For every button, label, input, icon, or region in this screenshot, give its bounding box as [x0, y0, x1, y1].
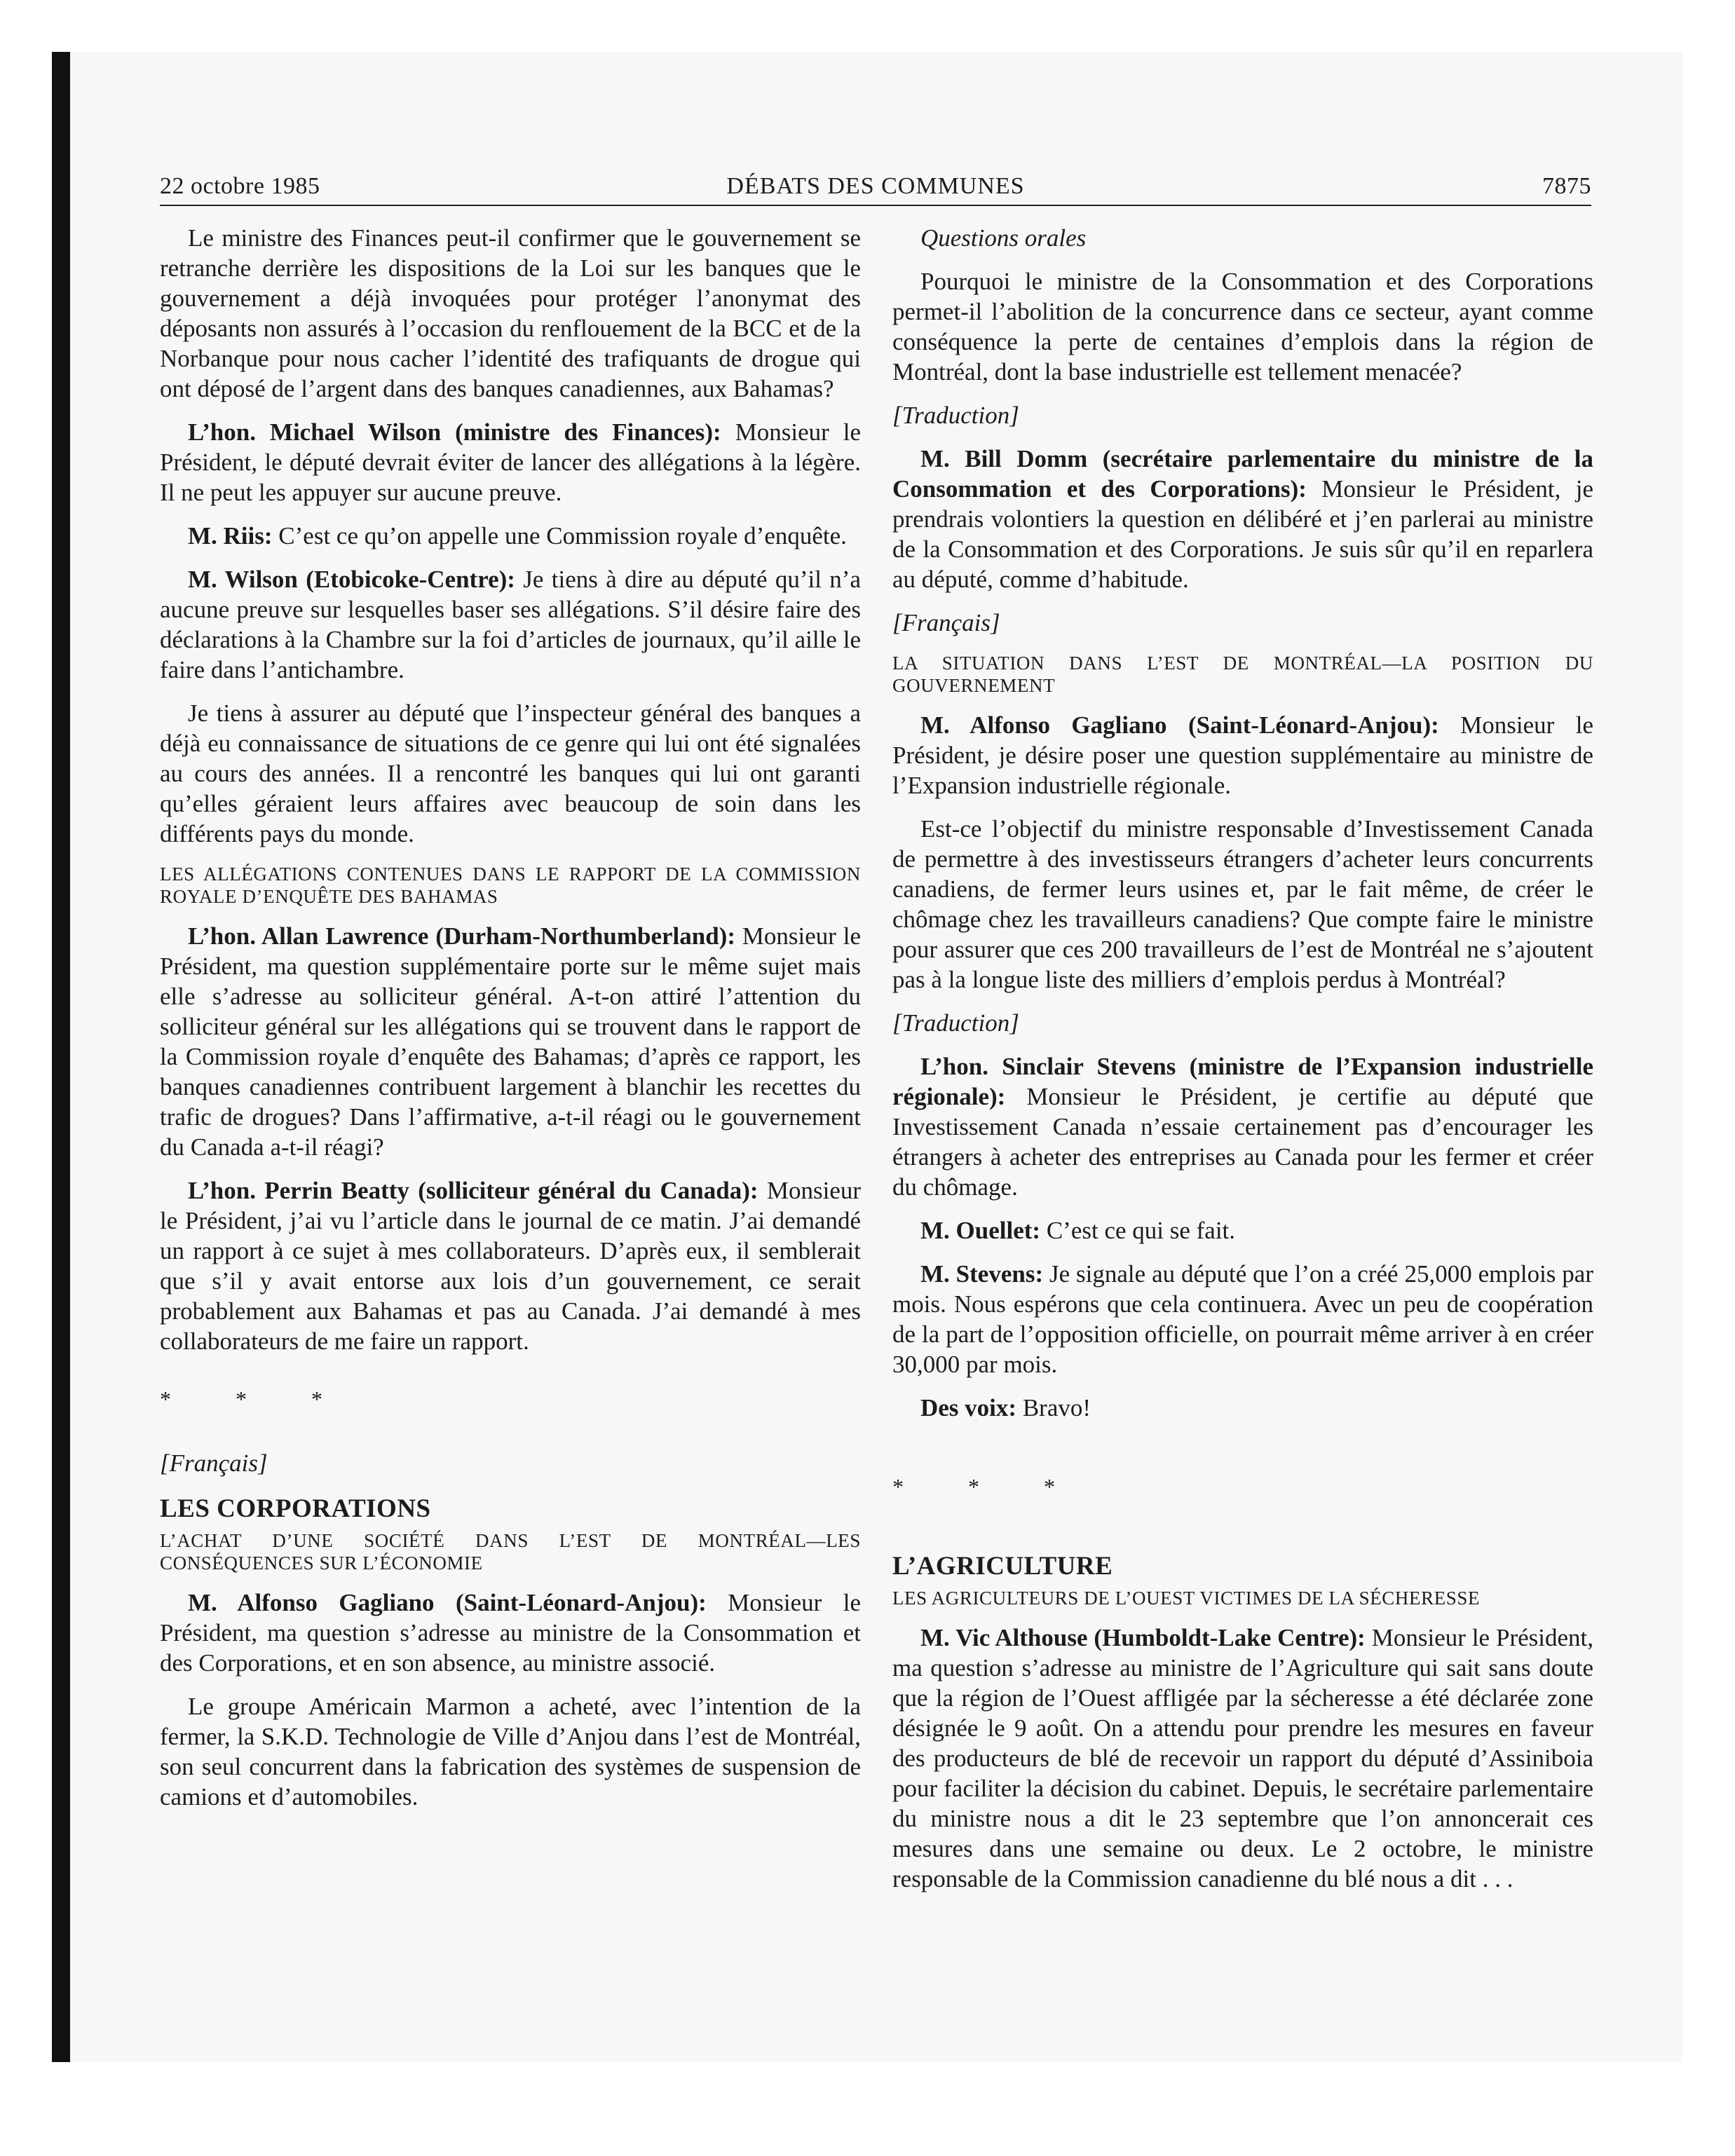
speech-text: Monsieur le Président, je prendrais volontiers la question en délibéré et j’en parlerai au ministre de la Consommation et des Corporations. Je suis sûr qu’il en reparlera au député, comme d’habitude. — [892, 475, 1594, 593]
speaker-name: L’hon. Michael Wilson (ministre des Finances): — [188, 418, 721, 446]
speech-text: Je signale au député que l’on a créé 25,000 emplois par mois. Nous espérons que cela continuera. Avec un peu de coopération de la part de l’opposition officielle, on pourrait même arriver à en créer 30,000 par mois. — [892, 1260, 1593, 1378]
left-column — [160, 223, 861, 1812]
speaker-name: Des voix: — [920, 1394, 1017, 1421]
speech-althouse — [892, 1623, 1593, 1894]
speech-beatty — [160, 1175, 861, 1356]
header-date: 22 octobre 1985 — [160, 173, 320, 199]
speech-text: Bravo! — [1016, 1394, 1091, 1421]
section-subheading: L’ACHAT D’UNE SOCIÉTÉ DANS L’EST DE MONTRÉAL—LES CONSÉQUENCES SUR L’ÉCONOMIE — [160, 1530, 861, 1574]
speaker-name: M. Stevens: — [920, 1260, 1044, 1288]
speech-wilson-1 — [160, 417, 861, 507]
language-marker: [Français] — [892, 609, 1000, 636]
right-column — [892, 223, 1593, 1894]
section-heading: LES CORPORATIONS — [160, 1494, 431, 1523]
speech-text: Monsieur le Président, ma question s’adresse au ministre de la Consommation et des Corporations, et en son absence, au ministre associé. — [160, 1589, 861, 1677]
speaker-name: M. Ouellet: — [920, 1217, 1041, 1244]
speaker-name: M. Wilson (Etobicoke-Centre): — [188, 566, 515, 593]
speech-text: Je tiens à dire au député qu’il n’a aucune preuve sur lesquelles baser ses allégations. S’il désire faire des déclarations à la Chambre sur la foi d’articles de journaux, qu’il aille le faire dans l’antichambre. — [160, 566, 861, 683]
header-title: DÉBATS DES COMMUNES — [726, 173, 1025, 199]
section-subheading: LES ALLÉGATIONS CONTENUES DANS LE RAPPORT DE LA COMMISSION ROYALE D’ENQUÊTE DES BAHAMAS — [160, 864, 861, 907]
section-separator: * * * — [160, 1386, 352, 1412]
speech-text: Monsieur le Président, j’ai vu l’article dans le journal de ce matin. J’ai demandé un rapport à ce sujet à mes collaborateurs. D’après eux, il semblerait que s’il y avait entorse aux lois d’un gouvernement, ce serait probablement aux Bahamas et pas au Canada. J’ai demandé à mes collaborateurs de me faire un rapport. — [160, 1177, 862, 1355]
language-marker: [Traduction] — [892, 402, 1019, 429]
speech-wilson-2 — [160, 564, 861, 685]
paragraph: Le groupe Américain Marmon a acheté, avec l’intention de la fermer, la S.K.D. Technologie de Ville d’Anjou dans l’est de Montréal, son seul concurrent dans la fabrication des systèmes de suspension de camions et d’automobiles. — [160, 1693, 861, 1810]
speech-text: Monsieur le Président, le député devrait éviter de lancer des allégations à la légère. Il ne peut les appuyer sur aucune preuve. — [160, 418, 861, 506]
paragraph: Le ministre des Finances peut-il confirmer que le gouvernement se retranche derrière les dispositions de la Loi sur les banques que le gouvernement a déjà invoquées pour protéger l’anonymat des déposants non assurés à l’occasion du renflouement de la BCC et de la Norbanque pour nous cacher l’identité des trafiquants de drogue qui ont déposé de l’argent dans des banques canadiennes, aux Bahamas? — [160, 224, 861, 402]
speech-ouellet — [892, 1215, 1593, 1246]
running-head: Questions orales — [920, 224, 1087, 252]
speech-stevens-2 — [892, 1259, 1593, 1379]
page-header — [160, 173, 1591, 207]
section-subheading: LA SITUATION DANS L’EST DE MONTRÉAL—LA POSITION DU GOUVERNEMENT — [892, 653, 1593, 696]
paragraph: Je tiens à assurer au député que l’inspecteur général des banques a déjà eu connaissance de situations de ce genre qui lui ont été signalées au cours des années. Il a rencontré les banques qui lui ont garanti qu’elles géraient leurs affaires avec beaucoup de soin dans les différents pays du monde. — [160, 700, 861, 847]
section-separator: * * * — [892, 1474, 1084, 1499]
speaker-name: M. Vic Althouse (Humboldt-Lake Centre): — [920, 1624, 1366, 1651]
header-rule — [160, 205, 1591, 206]
language-marker: [Traduction] — [892, 1009, 1019, 1037]
speech-gagliano-1 — [160, 1588, 861, 1678]
speech-text: C’est ce qui se fait. — [1040, 1217, 1236, 1244]
speaker-name: M. Alfonso Gagliano (Saint-Léonard-Anjou): — [188, 1589, 707, 1616]
speech-text: Monsieur le Président, ma question s’adresse au ministre de l’Agriculture qui sait sans doute que la région de l’Ouest affligée par la sécheresse a été déclarée zone désignée le 9 août. On a attendu pour prendre les mesures en faveur des producteurs de blé de recevoir un rapport du député d’Assiniboia pour faciliter la décision du cabinet. Depuis, le secrétaire parlementaire du ministre nous a dit le 23 septembre que l’on annoncerait ces mesures dans une semaine ou deux. Le 2 octobre, le ministre responsable de la Commission canadienne du blé nous a dit . . . — [892, 1624, 1593, 1892]
speaker-name: L’hon. Perrin Beatty (solliciteur général du Canada): — [188, 1177, 758, 1204]
speaker-name: L’hon. Sinclair Stevens (ministre de l’Expansion industrielle régionale): — [892, 1053, 1593, 1110]
speech-text: C’est ce qu’on appelle une Commission royale d’enquête. — [272, 522, 847, 550]
speaker-name: M. Riis: — [188, 522, 273, 550]
speaker-name: L’hon. Allan Lawrence (Durham-Northumberland): — [188, 922, 735, 950]
scan-border — [52, 52, 70, 2062]
speech-text: Monsieur le Président, je désire poser une question supplémentaire au ministre de l’Expansion industrielle régionale. — [892, 711, 1593, 799]
speaker-name: M. Alfonso Gagliano (Saint-Léonard-Anjou): — [920, 711, 1439, 739]
section-subheading: LES AGRICULTEURS DE L’OUEST VICTIMES DE LA SÉCHERESSE — [892, 1588, 1481, 1609]
speech-text: Monsieur le Président, ma question supplémentaire porte sur le même sujet mais elle s’adresse au solliciteur général. A-t-on attiré l’attention du solliciteur général sur les allégations qui se trouvent dans le rapport de la Commission royale d’enquête des Bahamas; d’après ce rapport, les banques canadiennes contribuent largement à blanchir les recettes du trafic de drogues? Dans l’affirmative, a-t-il réagi ou le gouvernement du Canada a-t-il réagi? — [160, 922, 861, 1161]
speech-gagliano-2 — [892, 710, 1593, 800]
speech-domm — [892, 444, 1593, 594]
speech-riis — [160, 521, 861, 551]
speaker-name: M. Bill Domm (secrétaire parlementaire du ministre de la Consommation et des Corporations): — [892, 445, 1593, 503]
speech-voices — [892, 1393, 1593, 1423]
language-marker: [Français] — [160, 1449, 268, 1477]
paragraph: Pourquoi le ministre de la Consommation et des Corporations permet-il l’abolition de la concurrence dans ce secteur, ayant comme conséquence la perte de centaines d’emplois dans la région de Montréal, dont la base industrielle est tellement menacée? — [892, 268, 1593, 386]
header-page-number: 7875 — [1542, 173, 1591, 199]
speech-lawrence — [160, 921, 861, 1162]
speech-stevens-1 — [892, 1051, 1593, 1202]
section-heading: L’AGRICULTURE — [892, 1552, 1113, 1581]
speech-text: Monsieur le Président, je certifie au député que Investissement Canada n’essaie certainement pas d’encourager les étrangers à acheter des entreprises au Canada pour les fermer et créer du chômage. — [892, 1083, 1593, 1201]
paragraph: Est-ce l’objectif du ministre responsable d’Investissement Canada de permettre à des investisseurs étrangers d’acheter leurs concurrents canadiens, de fermer leurs usines et, par le fait même, de créer le chômage chez les travailleurs canadiens? Que compte faire le ministre pour assurer que ces 200 travailleurs de l’est de Montréal ne s’ajoutent pas à la longue liste des milliers d’emplois perdus à Montréal? — [892, 815, 1593, 993]
